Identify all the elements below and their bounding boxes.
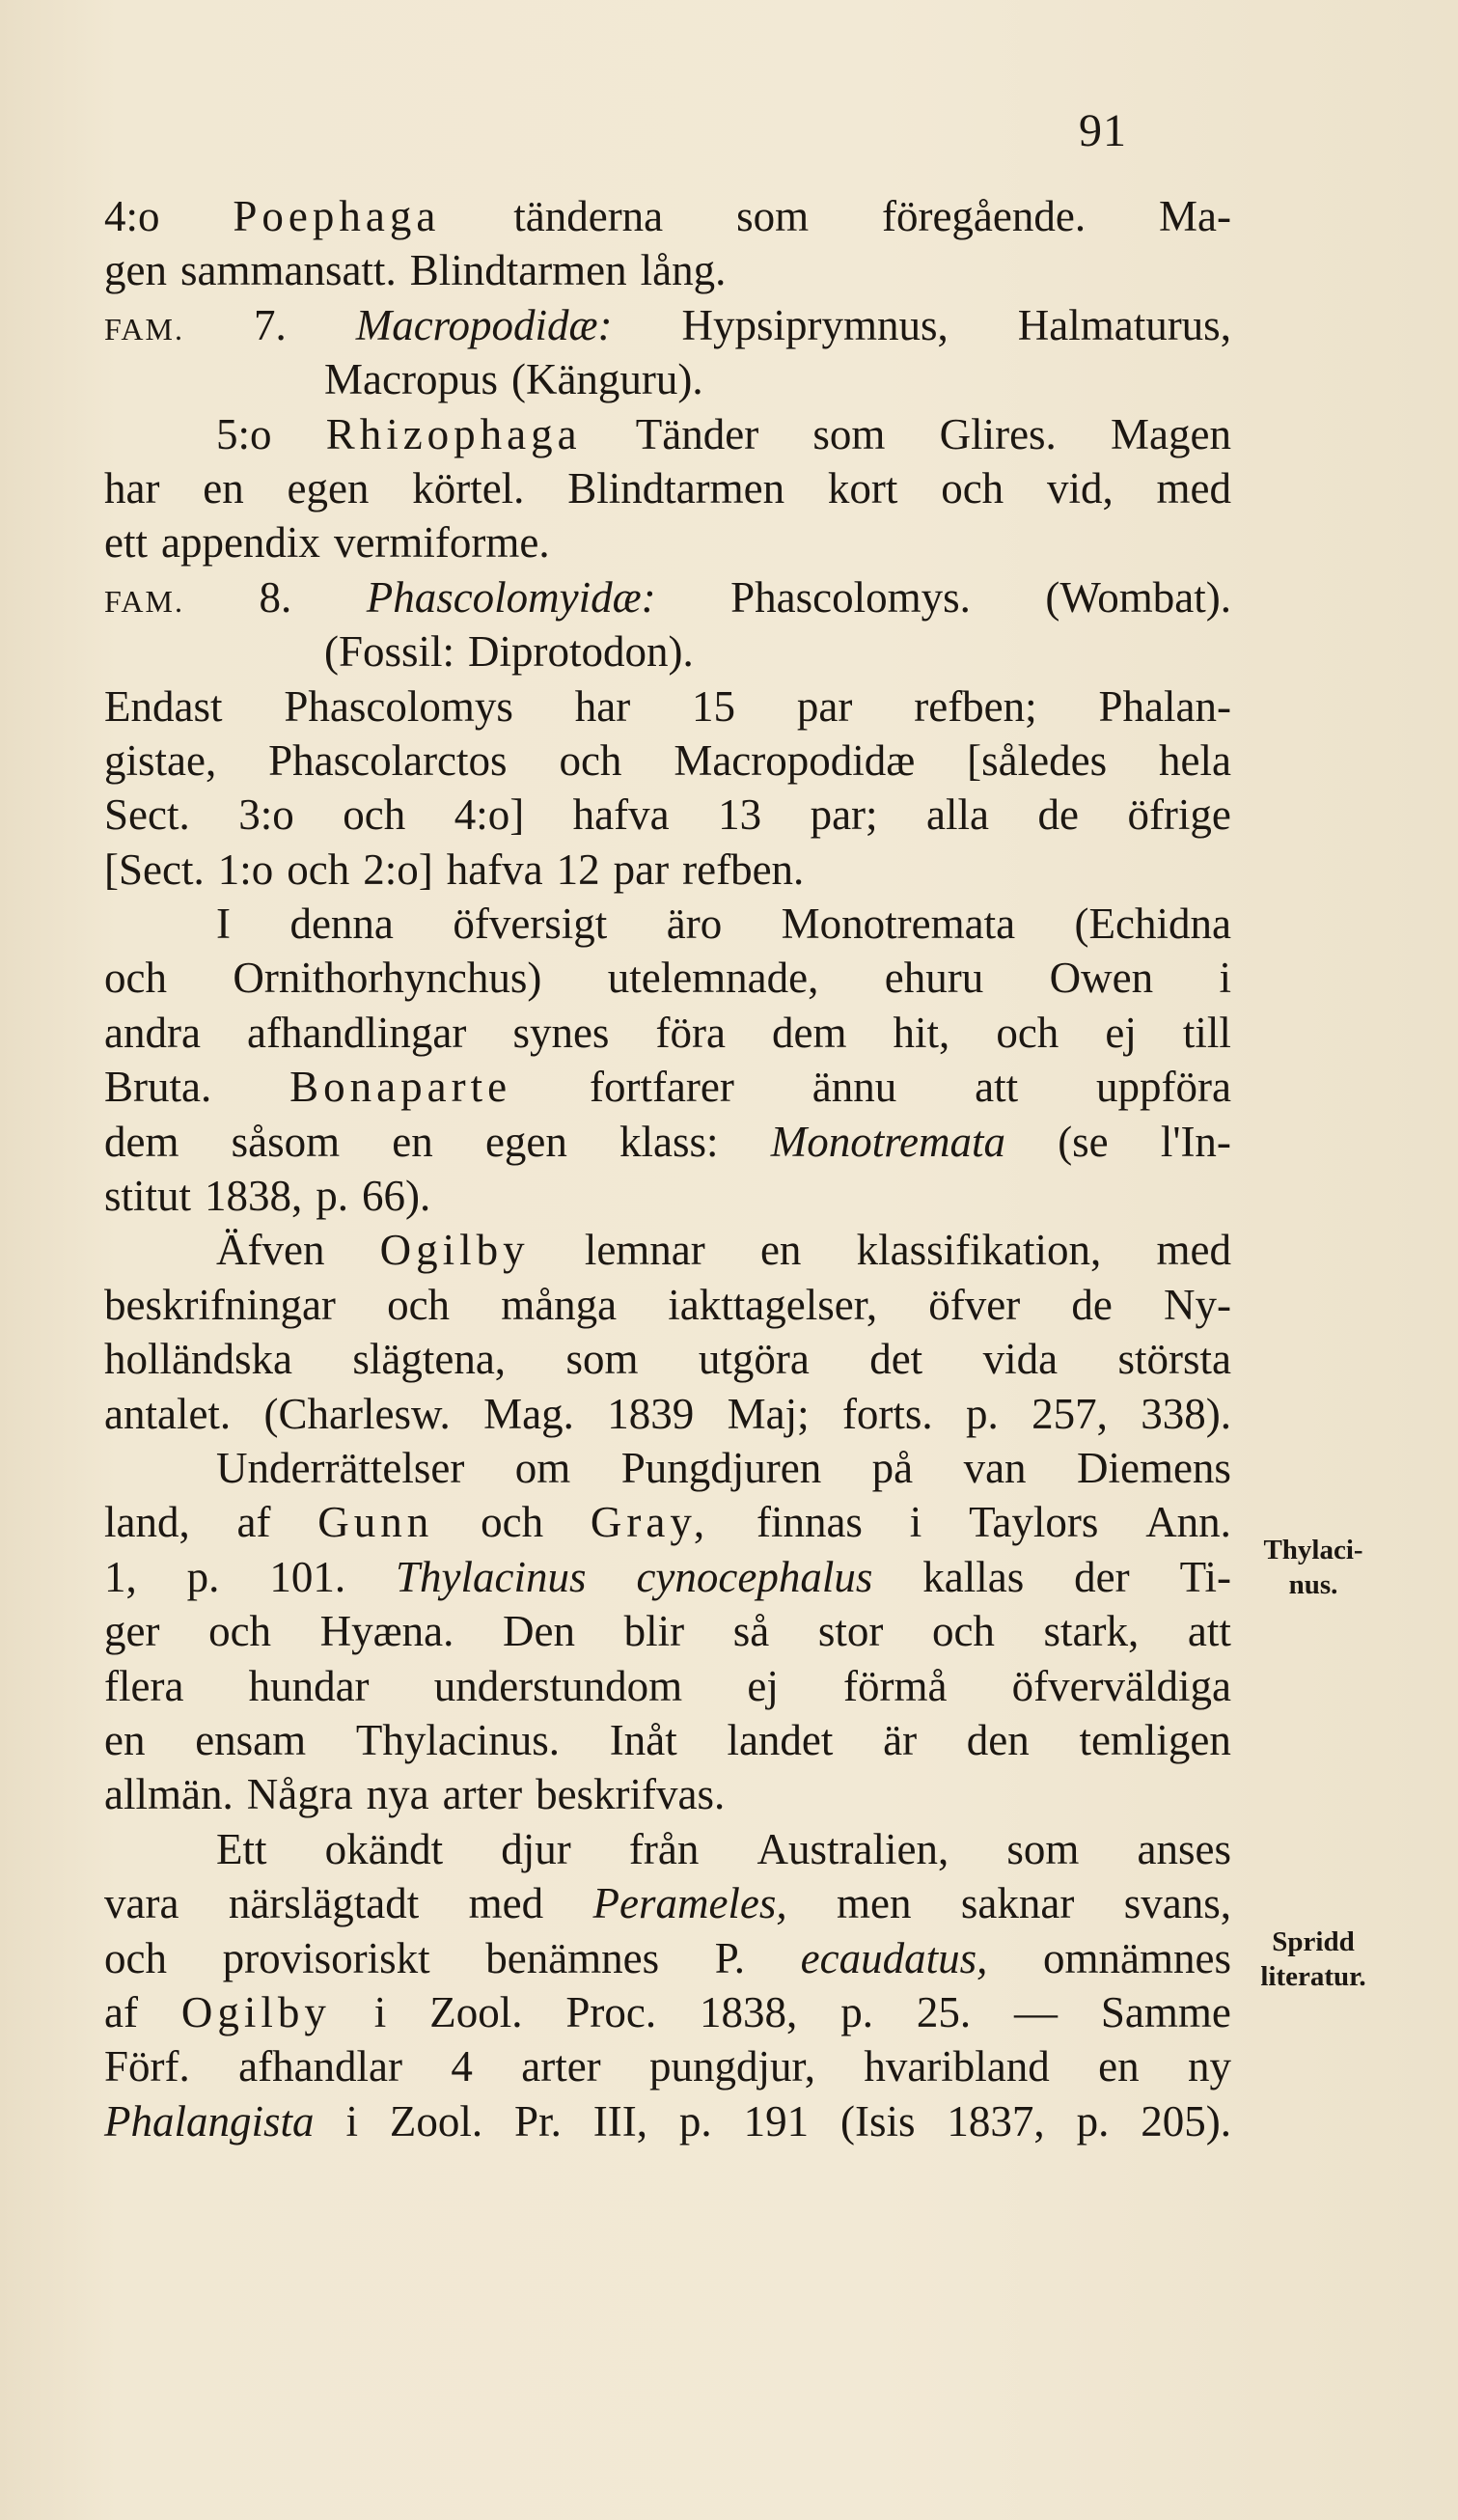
margin-note-spridd-literatur: Spridd literatur. xyxy=(1260,1926,1366,1992)
text-line: beskrifningar och många iakttagelser, öfver de Ny- xyxy=(104,1280,1231,1329)
text-line: 4:o Poephaga tänderna som föregående. Ma- xyxy=(104,192,1231,240)
page-number: 91 xyxy=(1079,105,1127,156)
text-line: Bruta. Bonaparte fortfarer ännu att uppföra xyxy=(104,1063,1231,1112)
text-line: Ett okändt djur från Australien, som anses xyxy=(216,1824,1231,1873)
text-line: FAM. 8. Phascolomyidæ: Phascolomys. (Wombat). xyxy=(104,570,1231,624)
text-line: Äfven Ogilby lemnar en klassifikation, med xyxy=(216,1226,1231,1275)
text-line: [Sect. 1:o och 2:o] hafva 12 par refben. xyxy=(104,845,805,894)
text-line: och Ornithorhynchus) utelemnade, ehuru Owen i xyxy=(104,954,1231,1003)
text-line: 1, p. 101. Thylacinus cynocephalus kallas der Ti- xyxy=(104,1552,1231,1601)
text-line: Förf. afhandlar 4 arter pungdjur, hvaribland en ny xyxy=(104,2042,1231,2091)
text-line: 5:o Rhizophaga Tänder som Glires. Magen xyxy=(216,409,1231,458)
text-line: Macropus (Känguru). xyxy=(324,355,703,404)
text-line: gistae, Phascolarctos och Macropodidæ [således hela xyxy=(104,735,1231,785)
text-line: Phalangista i Zool. Pr. III, p. 191 (Isis 1837, p. 205). xyxy=(104,2096,1231,2146)
text-line: dem såsom en egen klass: Monotremata (se l'In- xyxy=(104,1117,1231,1166)
text-line: ger och Hyæna. Den blir så stor och stark, att xyxy=(104,1607,1231,1656)
text-line: allmän. Några nya arter beskrifvas. xyxy=(104,1770,726,1819)
text-line: vara närslägtadt med Perameles, men saknar svans, xyxy=(104,1879,1231,1928)
family-name: Macropodidæ: xyxy=(355,300,613,349)
text-line: antalet. (Charlesw. Mag. 1839 Maj; forts. p. 257, 338). xyxy=(104,1389,1231,1438)
text-line: och provisoriskt benämnes P. ecaudatus, omnämnes xyxy=(104,1933,1231,1982)
text-line: land, af Gunn och Gray, finnas i Taylors Ann. xyxy=(104,1498,1231,1547)
body-text xyxy=(104,189,1231,2148)
text-line: stitut 1838, p. 66). xyxy=(104,1172,431,1221)
text-line: af Ogilby i Zool. Proc. 1838, p. 25. — Samme xyxy=(104,1987,1231,2036)
text-line: andra afhandlingar synes föra dem hit, och ej till xyxy=(104,1008,1231,1057)
text-line: holländska slägtena, som utgöra det vida största xyxy=(104,1335,1231,1384)
family-name: Phascolomyidæ: xyxy=(366,572,656,622)
text-line: FAM. 7. Macropodidæ: Hypsiprymnus, Halmaturus, xyxy=(104,298,1231,352)
text-line: flera hundar understundom ej förmå öfverväldiga xyxy=(104,1661,1231,1710)
text-line: Underrättelser om Pungdjuren på van Diemens xyxy=(216,1443,1231,1492)
text-line: har en egen körtel. Blindtarmen kort och vid, med xyxy=(104,463,1231,512)
margin-note-thylacinus: Thylaci- nus. xyxy=(1263,1535,1363,1600)
text-line: (Fossil: Diprotodon). xyxy=(324,627,694,677)
text-line: Sect. 3:o och 4:o] hafva 13 par; alla de öfrige xyxy=(104,790,1231,840)
text-line: Endast Phascolomys har 15 par refben; Phalan- xyxy=(104,681,1231,731)
text-line: en ensam Thylacinus. Inåt landet är den temligen xyxy=(104,1715,1231,1764)
text-line: gen sammansatt. Blindtarmen lång. xyxy=(104,246,727,295)
text-line: I denna öfversigt äro Monotremata (Echidna xyxy=(216,900,1231,949)
text-line: ett appendix vermiforme. xyxy=(104,518,550,568)
